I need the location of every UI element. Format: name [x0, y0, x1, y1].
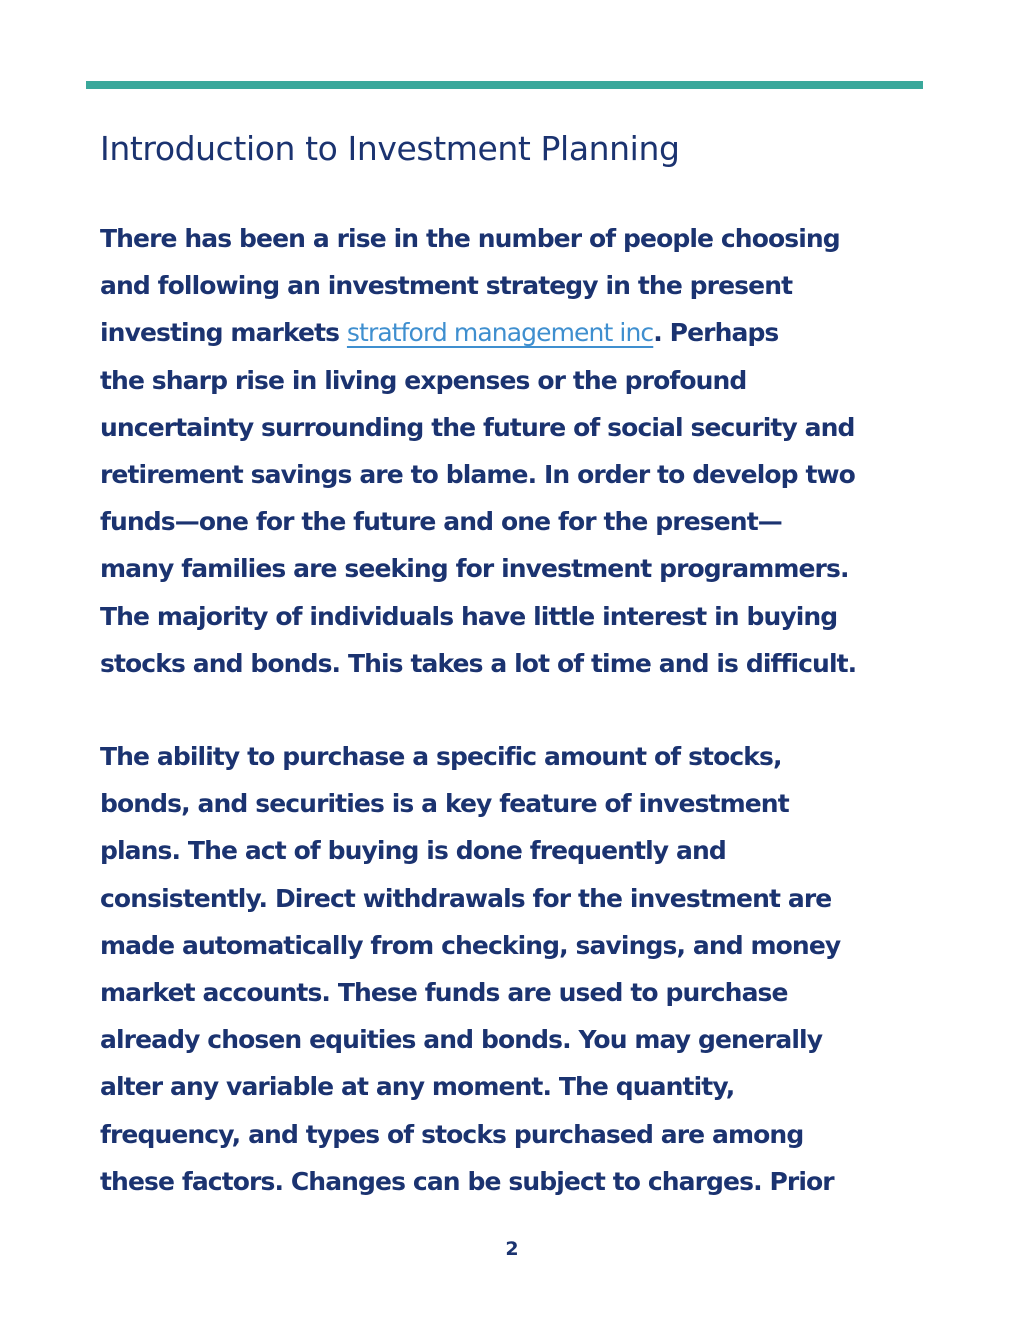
- paragraph-line: market accounts. These funds are used to purchase: [100, 978, 788, 1008]
- paragraph-line: bonds, and securities is a key feature of investment: [100, 789, 789, 819]
- page-title: Introduction to Investment Planning: [100, 129, 680, 168]
- paragraph-line: uncertainty surrounding the future of social security and: [100, 412, 855, 442]
- paragraph-line: funds—one for the future and one for the present—: [100, 507, 782, 537]
- paragraph-line: retirement savings are to blame. In order to develop two: [100, 460, 855, 490]
- paragraph-line: the sharp rise in living expenses or the profound: [100, 365, 747, 395]
- paragraph-line: already chosen equities and bonds. You may generally: [100, 1025, 823, 1055]
- stratford-management-link[interactable]: stratford management inc: [346, 318, 654, 348]
- paragraph-line: alter any variable at any moment. The quantity,: [100, 1072, 735, 1102]
- page-number: 2: [505, 1238, 519, 1260]
- paragraph-line: consistently. Direct withdrawals for the investment are: [100, 883, 832, 913]
- paragraph-text: . Perhaps: [653, 318, 779, 348]
- paragraph-investment-plans: [100, 733, 940, 1205]
- paragraph-line: many families are seeking for investment programmers.: [100, 554, 849, 584]
- paragraph-line: these factors. Changes can be subject to charges. Prior: [100, 1166, 834, 1196]
- paragraph-line: The majority of individuals have little interest in buying: [100, 601, 838, 631]
- paragraph-line: frequency, and types of stocks purchased are among: [100, 1119, 804, 1149]
- paragraph-intro: [100, 215, 940, 687]
- paragraph-line: and following an investment strategy in the present: [100, 271, 793, 301]
- paragraph-line: made automatically from checking, savings, and money: [100, 930, 841, 960]
- paragraph-line-with-link: [100, 309, 940, 356]
- paragraph-line: There has been a rise in the number of people choosing: [100, 224, 840, 253]
- paragraph-text: investing markets: [100, 318, 347, 348]
- paragraph-line: stocks and bonds. This takes a lot of time and is difficult.: [100, 648, 857, 678]
- header-divider: [86, 81, 923, 89]
- paragraph-line: The ability to purchase a specific amount of stocks,: [100, 742, 782, 771]
- paragraph-line: plans. The act of buying is done frequently and: [100, 836, 726, 866]
